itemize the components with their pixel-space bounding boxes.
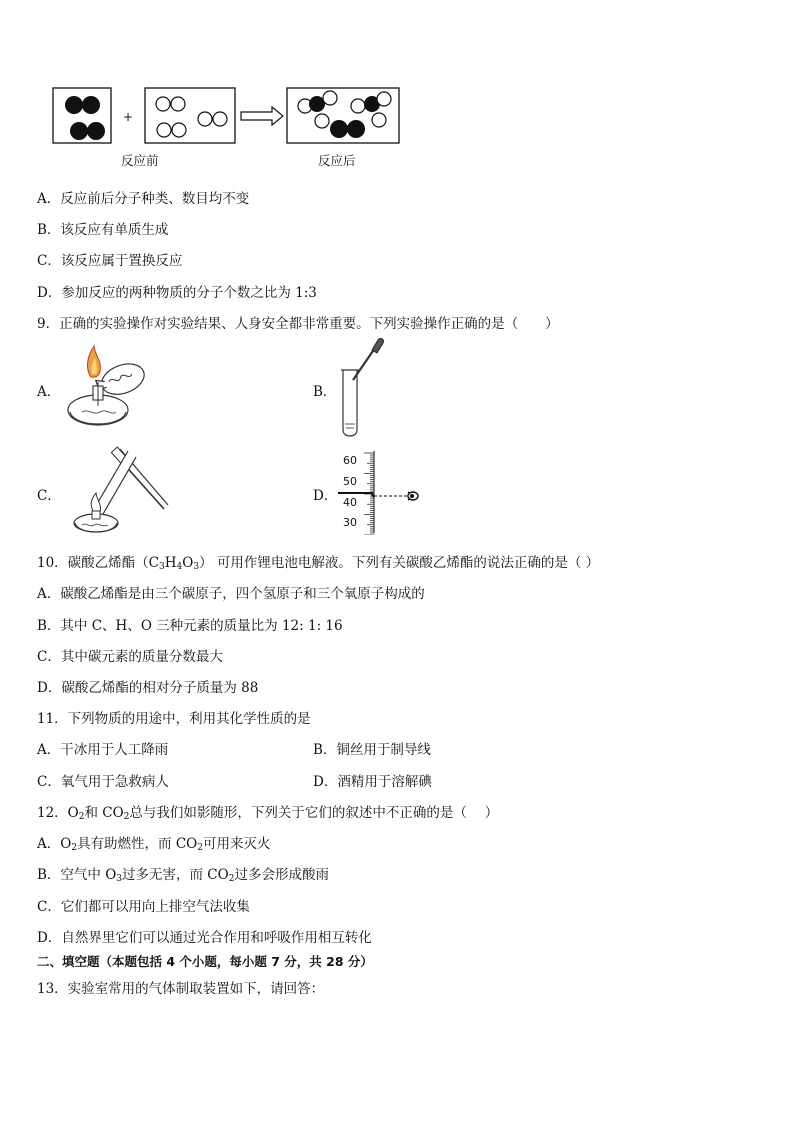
white-atom — [315, 114, 329, 128]
q10-option-b: B．其中 C、H、O 三种元素的质量比为 12: 1: 16 — [37, 618, 343, 634]
q9-option-d-label: D． — [313, 488, 338, 504]
q12-option-a: A．$O_2$具有助燃性，而 $CO_2$可用来灭火 — [37, 836, 271, 853]
alcohol-lamp-lighting-image — [60, 342, 155, 432]
q10-option-c: C．其中碳元素的质量分数最大 — [37, 649, 223, 665]
q11-option-b: B．铜丝用于制导线 — [313, 742, 431, 758]
section-heading: 二、填空题（本题包括 4 个小题，每小题 7 分，共 28 分） — [37, 954, 373, 969]
q9-option-c-label: C． — [37, 488, 61, 504]
reaction-arrow — [241, 107, 283, 125]
reaction-diagram — [50, 84, 410, 174]
white-atom — [198, 112, 212, 126]
q9-option-b-label: B． — [313, 384, 337, 400]
black-atom — [347, 120, 365, 138]
cylinder-tick-label: 30 — [343, 516, 357, 529]
q12-option-b: B．空气中 $O_3$过多无害，而 $CO_2$过多会形成酸雨 — [37, 867, 329, 884]
white-atom — [351, 99, 365, 113]
black-atom — [70, 122, 88, 140]
q12-stem: 12．$O_2$和 $CO_2$总与我们如影随形，下列关于它们的叙述中不正确的是（ ） — [37, 805, 499, 822]
q8-option-b: B．该反应有单质生成 — [37, 222, 169, 238]
heating-test-tube-image — [66, 443, 171, 535]
dropper-into-test-tube-image — [335, 336, 395, 441]
q8-option-d: D．参加反应的两种物质的分子个数之比为 1:3 — [37, 285, 317, 301]
q10-stem: 10．碳酸乙烯酯$(C_3H_4O_3)$ 可用作锂电池电解液。下列有关碳酸乙烯酯的说法正确的是（ ） — [37, 555, 600, 572]
q9-option-a-label: A． — [37, 384, 61, 400]
white-atom — [171, 97, 185, 111]
white-atom — [323, 91, 337, 105]
q11-option-d: D．酒精用于溶解碘 — [313, 774, 432, 790]
q10-option-a: A．碳酸乙烯酯是由三个碳原子，四个氢原子和三个氧原子构成的 — [37, 586, 425, 602]
white-atom — [377, 92, 391, 106]
black-atom — [330, 120, 348, 138]
after-label: 反应后 — [318, 153, 356, 168]
cylinder-tick-label: 50 — [343, 475, 357, 488]
cylinder-tick-label: 60 — [343, 454, 357, 467]
white-atom — [157, 123, 171, 137]
q12-option-c: C．它们都可以用向上排空气法收集 — [37, 899, 250, 915]
plus-sign: + — [123, 110, 134, 124]
white-atom — [156, 97, 170, 111]
white-atom — [172, 123, 186, 137]
q13-stem: 13．实验室常用的气体制取装置如下，请回答： — [37, 981, 325, 997]
q11-option-a: A．干冰用于人工降雨 — [37, 742, 169, 758]
cylinder-tick-label: 40 — [343, 496, 357, 509]
q8-option-a: A．反应前后分子种类、数目均不变 — [37, 191, 250, 207]
q12-option-d: D．自然界里它们可以通过光合作用和呼吸作用相互转化 — [37, 930, 372, 946]
black-atom — [82, 96, 100, 114]
q11-stem: 11．下列物质的用途中，利用其化学性质的是 — [37, 711, 311, 727]
before-label: 反应前 — [121, 153, 159, 168]
q9-stem: 9．正确的实验操作对实验结果、人身安全都非常重要。下列实验操作正确的是（ ） — [37, 316, 559, 332]
white-atom — [372, 113, 386, 127]
graduated-cylinder-reading-image — [338, 449, 428, 535]
white-atom — [213, 112, 227, 126]
black-atom — [65, 96, 83, 114]
q10-option-d: D．碳酸乙烯酯的相对分子质量为 88 — [37, 680, 259, 696]
q8-option-c: C．该反应属于置换反应 — [37, 253, 183, 269]
q11-option-c: C．氧气用于急救病人 — [37, 774, 169, 790]
black-atom — [87, 122, 105, 140]
